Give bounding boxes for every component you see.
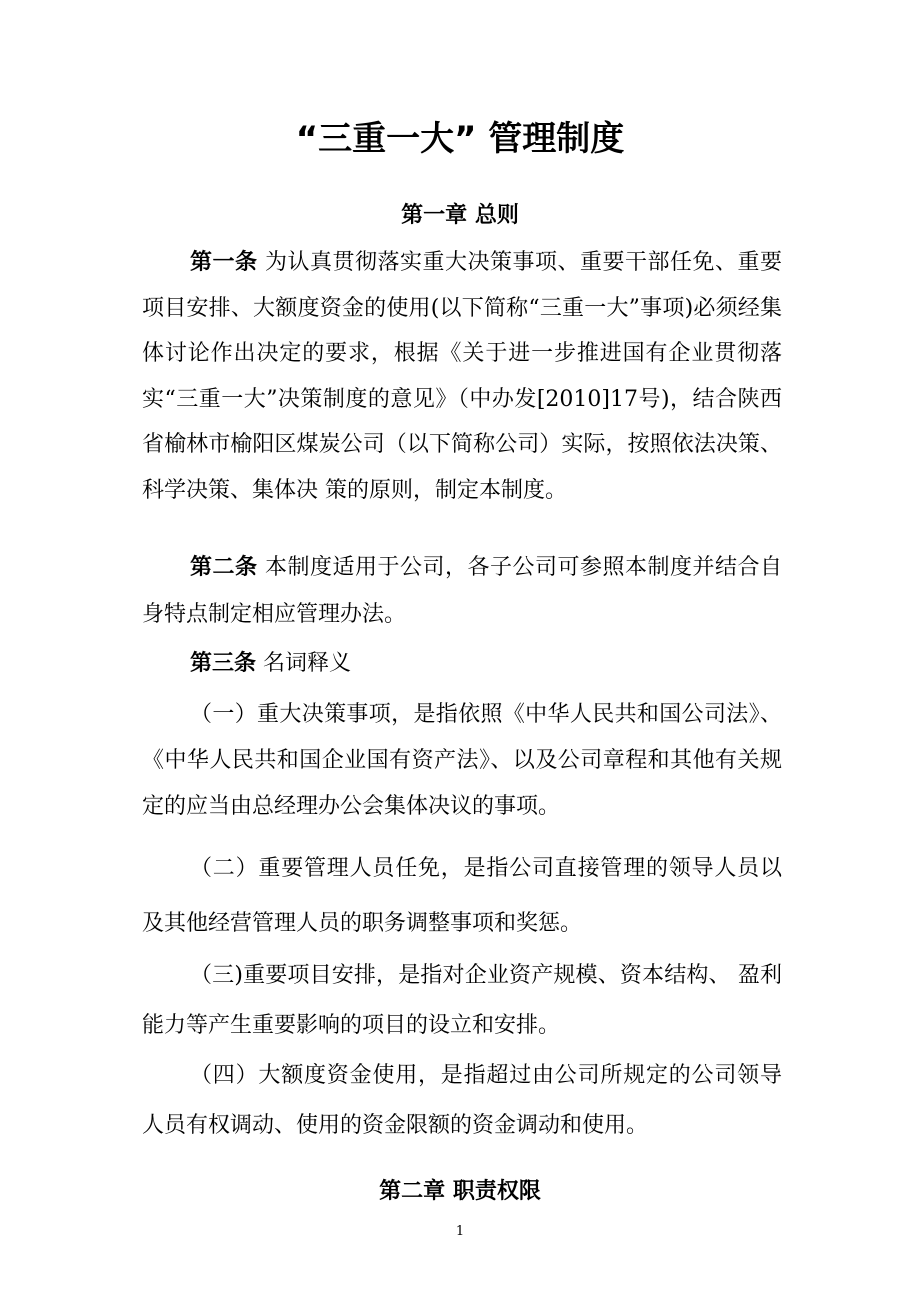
document-title: “三重一大” 管理制度: [295, 119, 625, 159]
definition-item-2: （二）重要管理人员任免，是指公司直接管理的领导人员以及其他经营管理人员的职务调整事项和奖惩。: [142, 856, 782, 936]
definition-item-3: （三)重要项目安排，是指对企业资产规模、资本结构、 盈利能力等产生重要影响的项目的设立和安排。: [142, 963, 782, 1038]
article-1-label: 第一条: [190, 250, 258, 275]
article-3: [142, 642, 782, 686]
chapter-heading-1: 第一章 总则: [401, 203, 519, 228]
article-2-text: 本制度适用于公司，各子公司可参照本制度并结合自身特点制定相应管理办法。: [142, 555, 782, 627]
article-3-text: 名词释义: [256, 651, 352, 676]
article-1: [142, 240, 782, 513]
chapter-heading-2: 第二章 职责权限: [379, 1179, 541, 1204]
article-1-text: 为认真贯彻落实重大决策事项、重要干部任免、重要项目安排、大额度资金的使用(以下简称“三重一大”事项)必须经集体讨论作出决定的要求，根据《关于进一步推进国有企业贯彻落实“三重一大”决策制度的意见》（中办发[2010]17号)，结合陕西省榆林市榆阳区煤炭公司（以下简称公司）实际，按照依法决策、科学决策、集体决 策的原则，制定本制度。: [142, 250, 782, 503]
definition-item-4: （四）大额度资金使用，是指超过由公司所规定的公司领导人员有权调动、使用的资金限额的资金调动和使用。: [142, 1063, 782, 1138]
definition-item-1: （一）重大决策事项，是指依照《中华人民共和国公司法》、《中华人民共和国企业国有资产法》、以及公司章程和其他有关规定的应当由总经理办公会集体决议的事项。: [142, 702, 782, 819]
page-number: 1: [455, 1224, 465, 1239]
article-2-label: 第二条: [190, 555, 258, 580]
article-3-label: 第三条: [190, 651, 257, 676]
article-2: [142, 544, 782, 638]
